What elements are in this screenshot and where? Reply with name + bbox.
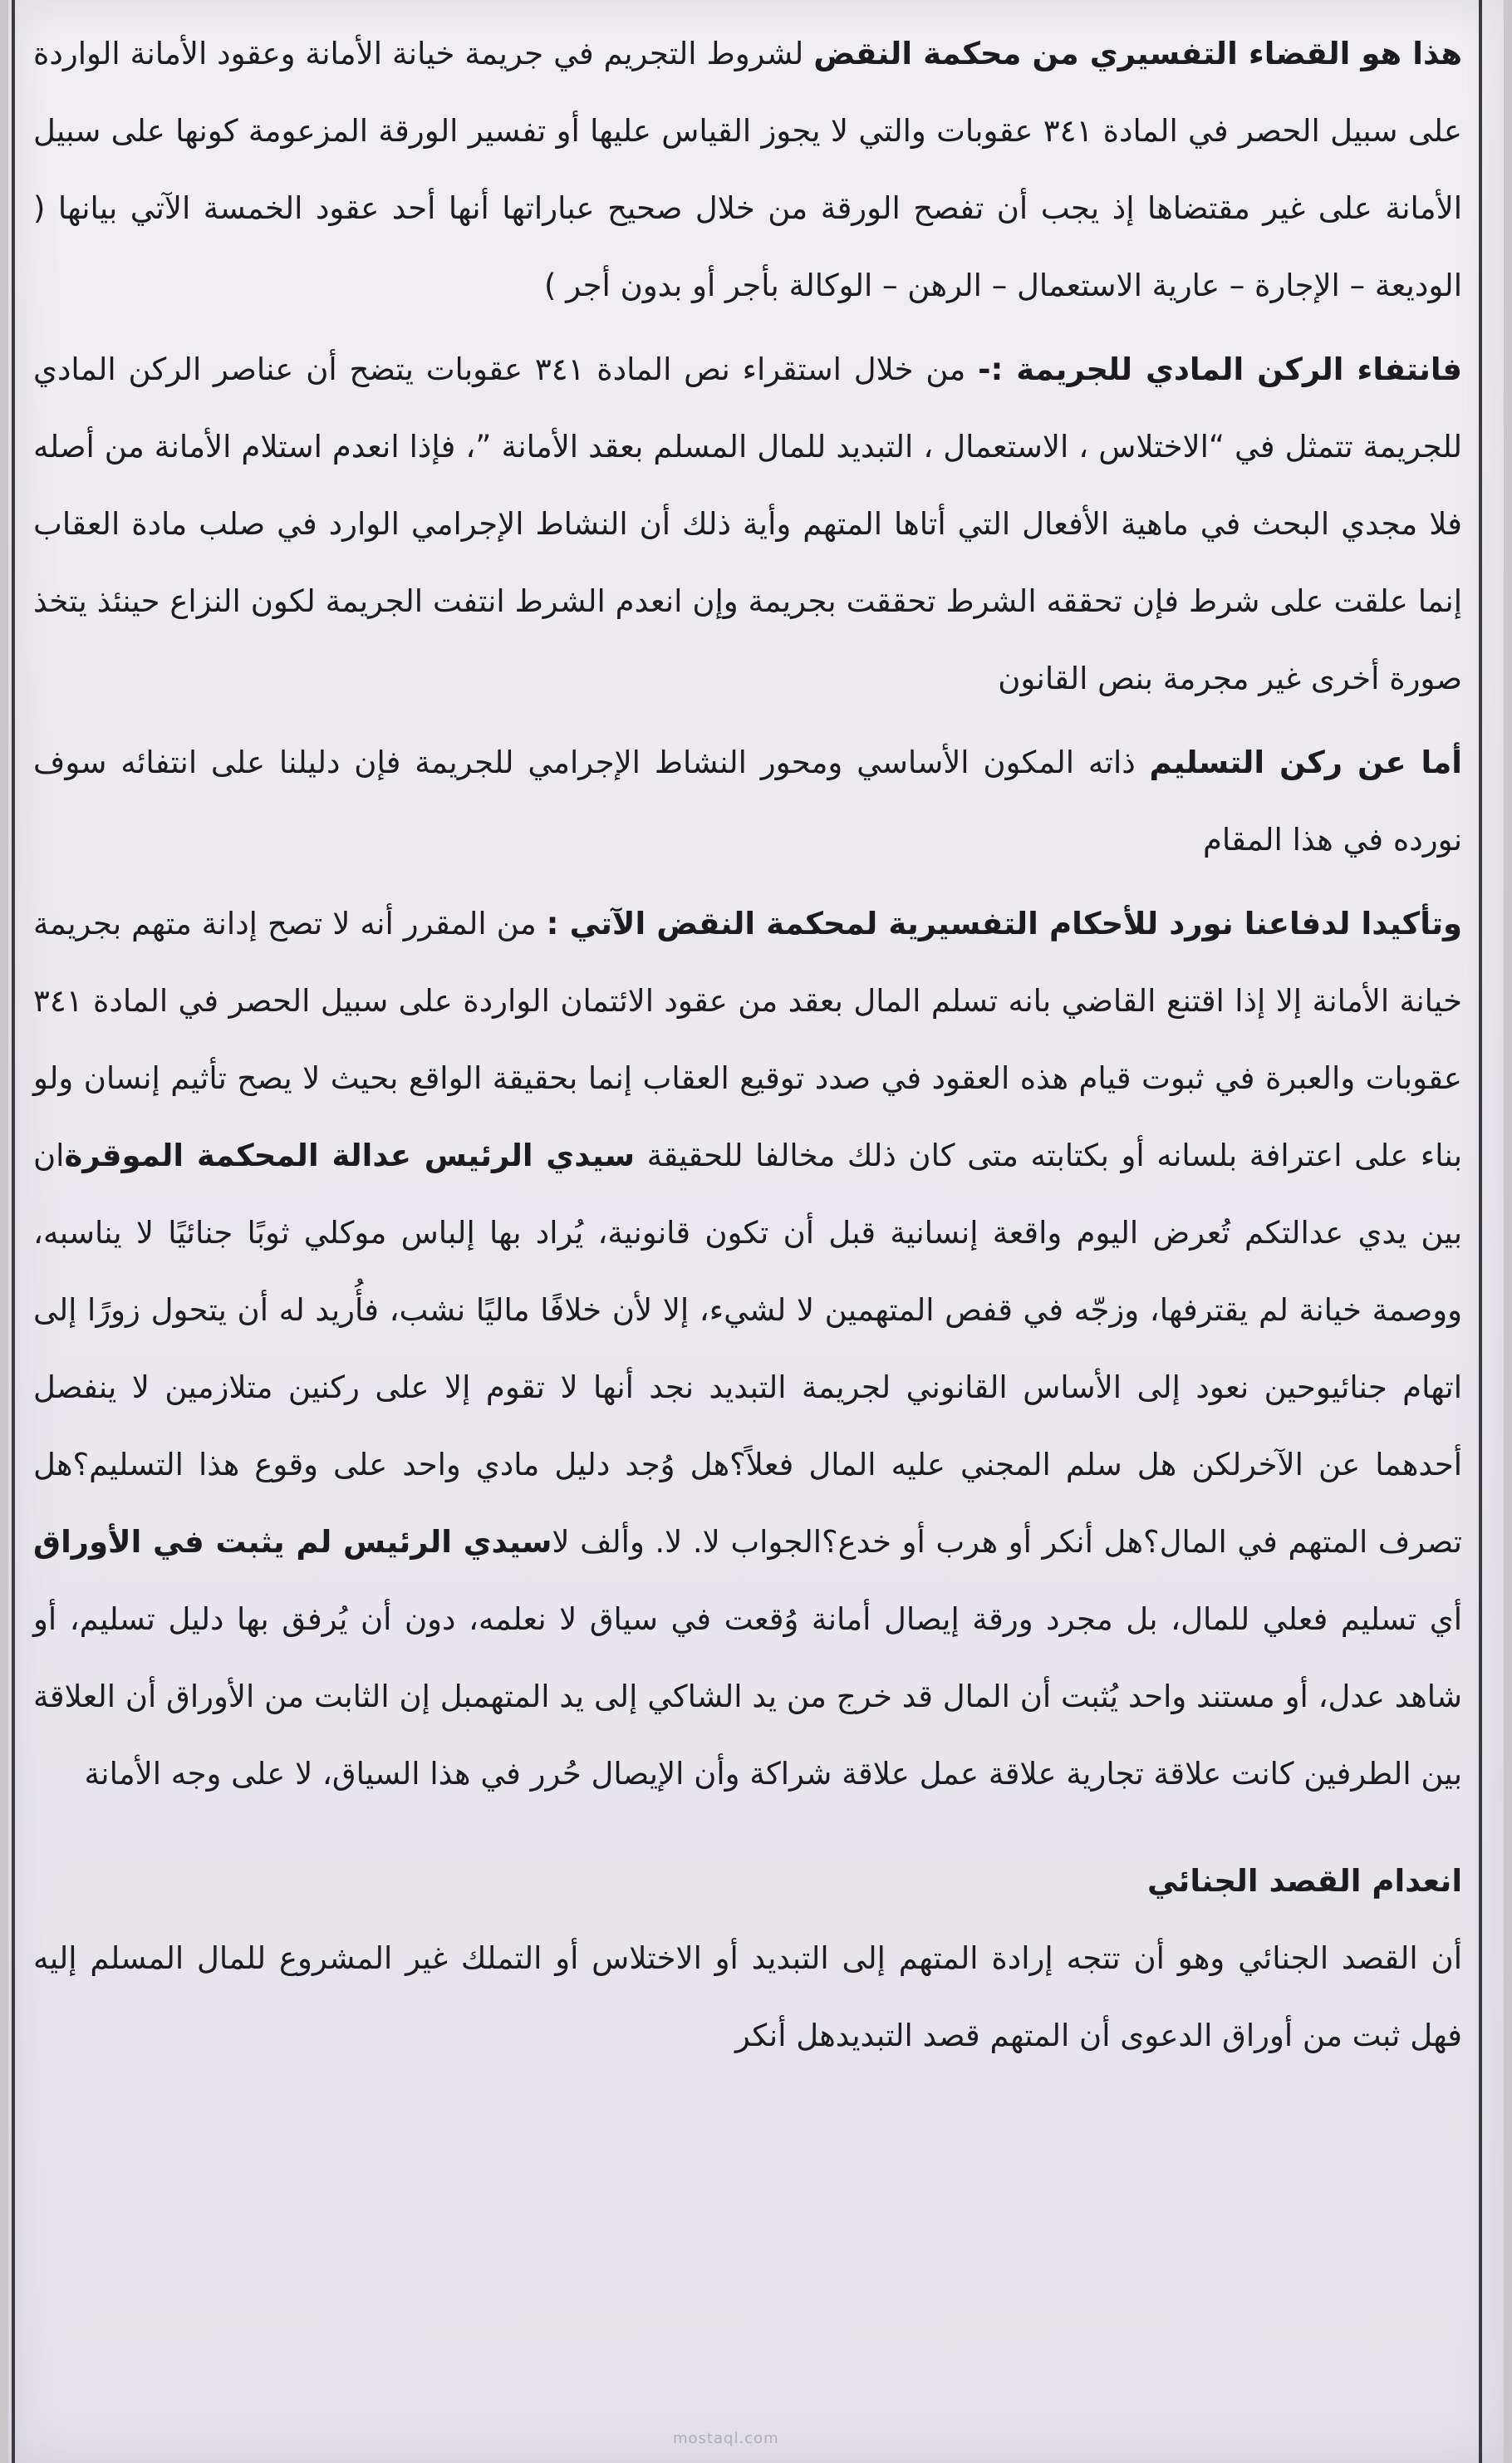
address-court: سيدي الرئيس عدالة المحكمة الموقرة [64,1138,636,1173]
intro-lead: هذا هو القضاء التفسيري من محكمة النقض [813,36,1462,71]
intro-text: لشروط التجريم في جريمة خيانة الأمانة وعقود الأمانة الواردة على سبيل الحصر في المادة ٣٤١ عقوبات والتي لا يجوز القياس عليها أو تفسير الورقة المزعومة كونها على سبيل الأمانة على غير مقتضاها إذ يجب أن تفصح الورقة من خلال صحيح عباراتها أنها أحد عقود الخمسة الآتي بيانها ( الوديعة – الإجارة – عارية الاستعمال – الرهن – الوكالة بأجر أو بدون أجر ) [33,36,1462,303]
paragraph-material-element [33,331,1462,717]
paragraph-delivery [33,724,1462,878]
cassation-text-e: أي تسليم فعلي للمال، بل مجرد ورقة إيصال أمانة وُقعت في سياق لا نعلمه، دون أن يُرفق بها دليل تسليم، أو شاهد عدل، أو مستند واحد يُثبت أن المال قد خرج من يد الشاكي إلى يد المتهمبل إن الثابت من الأوراق أن العلاقة بين الطرفين كانت علاقة تجارية علاقة عمل علاقة شراكة وأن الإيصال حُرر في هذا السياق، لا على وجه الأمانة [33,1601,1462,1792]
cassation-text-c: ان بين يدي عدالتكم تُعرض اليوم واقعة إنسانية قبل أن تكون قانونية، يُراد بها إلباس موكلي ثوبًا جنائيًا لا يناسبه، ووصمة خيانة لم يقترفها، وزجّه في قفص المتهمين لا لشيء، إلا لأن خلافًا ماليًا نشب، فأُريد له أن يتحول زورًا إلى اتهام جنائيوحين نعود إلى الأساس القانوني لجريمة التبديد نجد أنها لا تقوم إلا على ركنين متلازمين لا ينفصل أحدهما عن الآخرلكن هل سلم المجني عليه المال فعلاً؟هل وُجد دليل مادي واحد على وقوع هذا التسليم؟هل تصرف المتهم في المال؟هل أنكر أو هرب أو خدع؟الجواب لا. لا. وألف لا [33,1138,1463,1560]
criminal-intent-text: أن القصد الجنائي وهو أن تتجه إرادة المتهم إلى التبديد أو الاختلاس أو التملك غير المشروع للمال المسلم إليه فهل ثبت من أوراق الدعوى أن المتهم قصد التبديدهل أنكر [33,1940,1462,2053]
paragraph-criminal-intent [33,1920,1462,2074]
paragraph-intro [33,15,1462,324]
delivery-text: ذاته المكون الأساسي ومحور النشاط الإجرامي للجريمة فإن دليلنا على انتفائه سوف نورده في هذا المقام [33,745,1462,858]
document-page [8,0,1504,2463]
cassation-text-a: من المقرر أنه لا تصح إدانة متهم بجريمة خيانة الأمانة إلا إذا اقتنع القاضي بانه تسلم المال بعقد من عقود الائتمان الواردة على سبيل الحصر في المادة ٣٤١ عقوبات والعبرة في ثبوت قيام هذه العقود في صدد توقيع العقاب إنما بحقيقة الواقع بحيث لا يصح تأثيم إنسان ولو بناء على اعترافة بلسانه أو بكتابته متى كان ذلك مخالفا للحقيقة [33,906,1463,1173]
material-element-lead: فانتفاء الركن المادي للجريمة :- [978,352,1462,387]
section-heading-criminal-intent: انعدام القصد الجنائي [1147,1863,1462,1899]
delivery-lead: أما عن ركن التسليم [1149,745,1462,780]
address-president: سيدي الرئيس لم يثبت في الأوراق [33,1524,552,1560]
site-watermark: mostaql.com [673,2430,779,2447]
paragraph-cassation-rulings [33,885,1462,1812]
document-body [33,15,1462,2074]
material-element-text: من خلال استقراء نص المادة ٣٤١ عقوبات يتضح أن عناصر الركن المادي للجريمة تتمثل في “الاختلاس ، الاستعمال ، التبديد للمال المسلم بعقد الأمانة ”، فإذا انعدم استلام الأمانة من أصله فلا مجدي البحث في ماهية الأفعال التي أتاها المتهم وأية ذلك أن النشاط الإجرامي الوارد في صلب مادة العقاب إنما علقت على شرط فإن تحققه الشرط تحققت بجريمة وإن انعدم الشرط انتفت الجريمة لكون النزاع حينئذ يتخذ صورة أخرى غير مجرمة بنص القانون [33,352,1462,696]
cassation-lead: وتأكيدا لدفاعنا نورد للأحكام التفسيرية لمحكمة النقض الآتي : [546,906,1462,941]
